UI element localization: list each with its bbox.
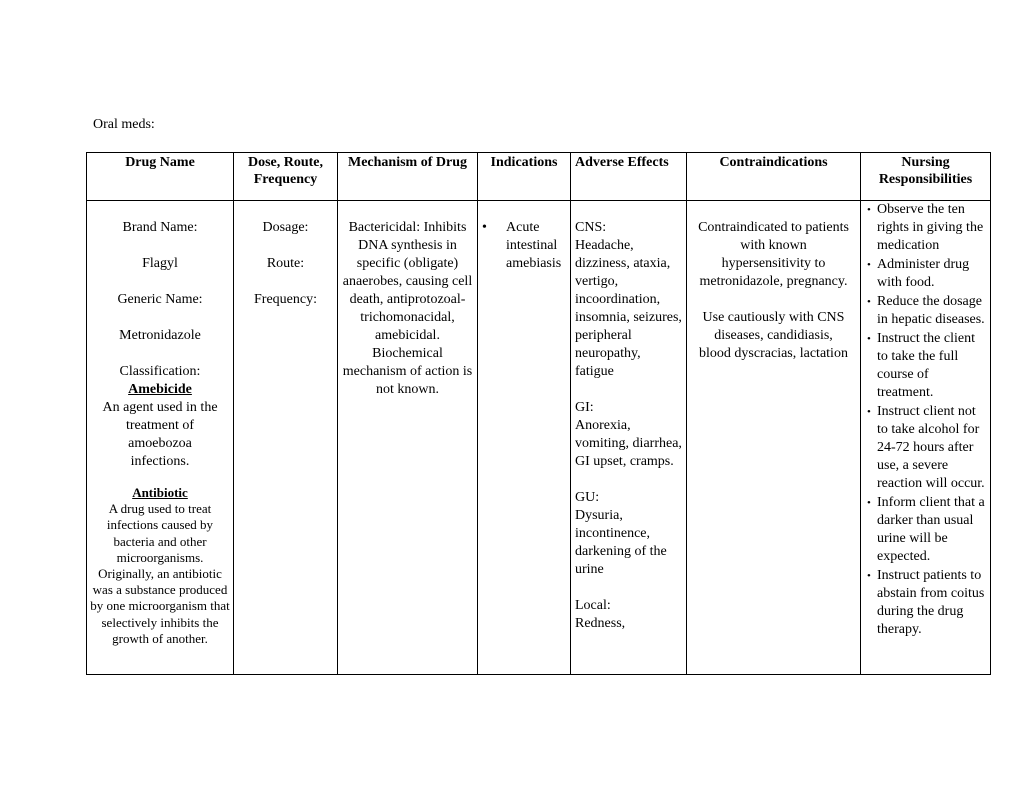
nursing-item xyxy=(867,494,986,566)
cell-indications xyxy=(478,201,571,675)
class1-title: Amebicide xyxy=(128,382,192,397)
page-heading: Oral meds: xyxy=(93,117,155,132)
contra-main: Contraindicated to patients with known hypersensitivity to metronidazole, pregnancy. xyxy=(698,220,849,289)
adverse-cns-label: CNS: xyxy=(575,220,607,235)
bullet-icon: • xyxy=(867,204,871,216)
cell-dose xyxy=(234,201,338,675)
bullet-icon: • xyxy=(867,296,871,308)
col-header-adverse-effects: Adverse Effects xyxy=(571,153,687,201)
bullet-icon: • xyxy=(867,333,871,345)
generic-value: Metronidazole xyxy=(119,328,201,343)
adverse-gi-label: GI: xyxy=(575,400,594,415)
nursing-item-text: Inform client that a darker than usual urine will be expected. xyxy=(877,495,985,564)
classification-label: Classification: xyxy=(119,364,201,379)
nursing-item-text: Instruct patients to abstain from coitus during the drug therapy. xyxy=(877,568,985,637)
class1-desc: An agent used in the treatment of amoebozoa infections. xyxy=(102,400,218,469)
nursing-item-text: Administer drug with food. xyxy=(877,257,970,290)
nursing-item-text: Reduce the dosage in hepatic diseases. xyxy=(877,294,985,327)
mechanism-text: Bactericidal: Inhibits DNA synthesis in specific (obligate) anaerobes, causing cell death, antiprotozoal- trichomonacidal, amebicidal. Biochemical mechanism of action is not known. xyxy=(342,220,473,397)
cell-adverse-effects xyxy=(571,201,687,675)
frequency-label: Frequency: xyxy=(254,292,317,307)
col-header-nursing: Nursing Responsibilities xyxy=(861,153,991,201)
cell-nursing xyxy=(861,201,991,675)
brand-value: Flagyl xyxy=(142,256,178,271)
bullet-icon: • xyxy=(867,497,871,509)
adverse-gi-text: Anorexia, vomiting, diarrhea, GI upset, cramps. xyxy=(575,418,682,469)
adverse-gu-label: GU: xyxy=(575,490,600,505)
nursing-item xyxy=(867,403,986,493)
drug-row xyxy=(87,201,991,675)
nursing-item xyxy=(867,201,986,255)
bullet-icon: • xyxy=(867,406,871,418)
header-row xyxy=(87,153,991,201)
bullet-icon: • xyxy=(867,259,871,271)
col-header-mechanism: Mechanism of Drug xyxy=(338,153,478,201)
nursing-item-text: Instruct the client to take the full course of treatment. xyxy=(877,331,975,400)
generic-label: Generic Name: xyxy=(117,292,203,307)
adverse-gu-text: Dysuria, incontinence, darkening of the urine xyxy=(575,508,667,577)
indication-bullet: • xyxy=(482,220,487,235)
nursing-item xyxy=(867,567,986,639)
col-header-dose: Dose, Route, Frequency xyxy=(234,153,338,201)
route-label: Route: xyxy=(266,256,305,271)
nursing-item xyxy=(867,330,986,402)
dosage-label: Dosage: xyxy=(262,220,309,235)
class2-desc: A drug used to treat infections caused by bacteria and other microorganisms. Originally, an antibiotic was a substance produced by one microorganism that selectively inhibits the growth of another. xyxy=(90,501,230,646)
bullet-icon: • xyxy=(867,570,871,582)
cell-contraindications xyxy=(687,201,861,675)
adverse-cns-text: Headache, dizziness, ataxia, vertigo, incoordination, insomnia, seizures, peripheral neuropathy, fatigue xyxy=(575,238,682,379)
nursing-list xyxy=(867,201,986,639)
brand-label: Brand Name: xyxy=(122,220,198,235)
cell-drug-name xyxy=(87,201,234,675)
indication-text: Acute intestinal amebiasis xyxy=(506,220,562,271)
contra-caution: Use cautiously with CNS diseases, candidiasis, blood dyscracias, lactation xyxy=(699,310,848,361)
adverse-local-text: Redness, xyxy=(575,616,626,631)
adverse-local-label: Local: xyxy=(575,598,611,613)
col-header-drug-name: Drug Name xyxy=(87,153,234,201)
col-header-indications: Indications xyxy=(478,153,571,201)
nursing-item-text: Observe the ten rights in giving the medication xyxy=(877,202,984,253)
drug-table xyxy=(86,152,991,675)
class2-title: Antibiotic xyxy=(132,485,188,500)
cell-mechanism xyxy=(338,201,478,675)
nursing-item xyxy=(867,256,986,292)
nursing-item-text: Instruct client not to take alcohol for 24-72 hours after use, a severe reaction will occur. xyxy=(877,404,985,491)
nursing-item xyxy=(867,293,986,329)
col-header-contraindications: Contraindications xyxy=(687,153,861,201)
